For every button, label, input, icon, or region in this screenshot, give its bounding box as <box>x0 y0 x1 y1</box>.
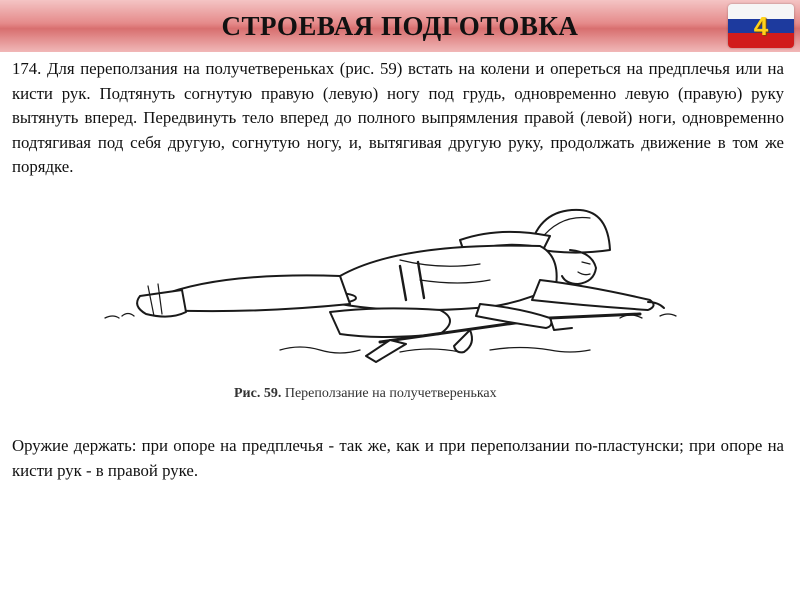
page-title: СТРОЕВАЯ ПОДГОТОВКА <box>221 11 579 41</box>
figure-caption-text: Переползание на получетвереньках <box>284 386 497 401</box>
paragraph-weapon: Оружие держать: при опоре на предплечья - так же, как и при переползании по-пластунски; при опоре на кисти рук - в правой руке. <box>12 436 784 480</box>
paragraph-instructions: 174. Для переползания на получетвереньках (рис. 59) встать на колени и опереться на предплечья или на кисти рук. Подтянуть согнутую правую (левую) ногу под грудь, одновременно левую (правую) руку вытянуть вперед. Передвинуть тело вперед до полного выпрямления правой (левой) ноги, одновременно подтягивая под себя другую, согнутую ногу, и, вытягивая другую руку, продолжать движение в том же порядке. <box>12 59 784 176</box>
crawling-soldier-illustration <box>100 200 700 380</box>
header-bar <box>0 0 800 52</box>
page-number: 4 <box>753 11 769 41</box>
figure-caption-label: Рис. 59. <box>234 386 282 401</box>
figure-caption <box>234 386 634 402</box>
